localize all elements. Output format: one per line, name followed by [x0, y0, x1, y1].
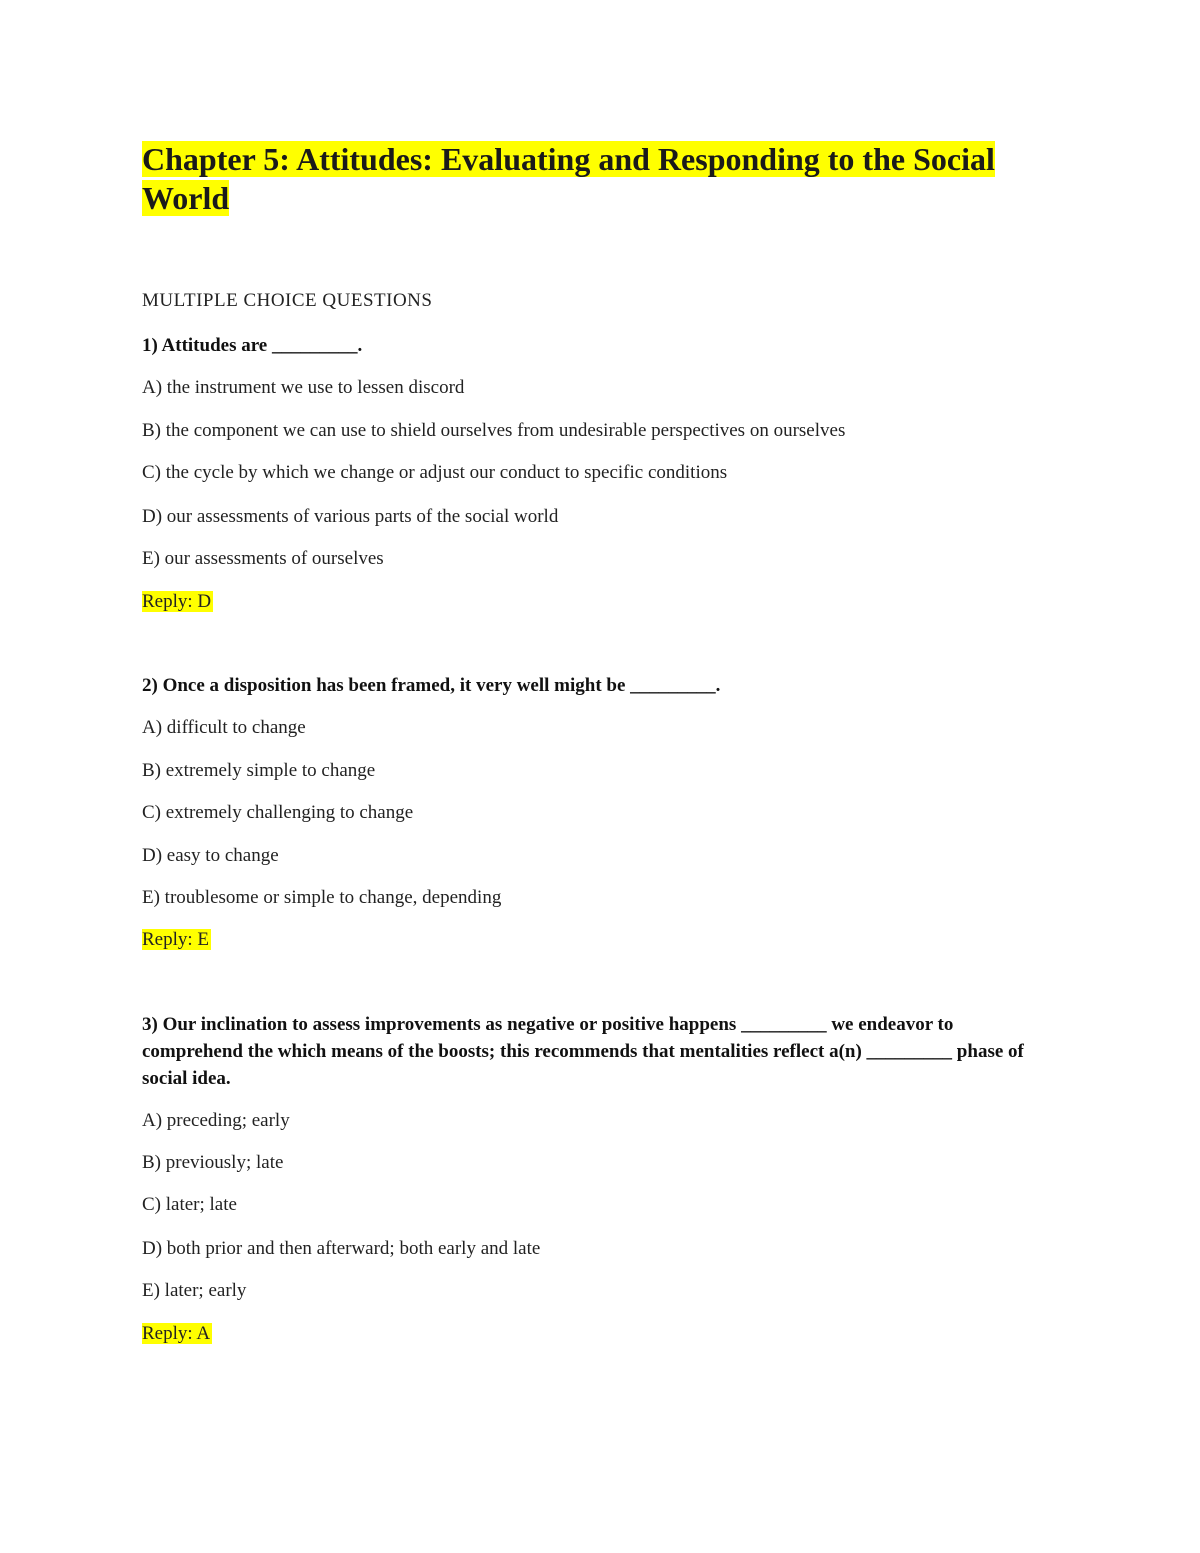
- section-label: MULTIPLE CHOICE QUESTIONS: [142, 290, 433, 311]
- answer-option-c: C) later; late: [142, 1194, 237, 1215]
- answer-option-c: C) the cycle by which we change or adjust our conduct to specific conditions: [142, 462, 728, 483]
- answer-option-d: D) our assessments of various parts of the social world: [142, 506, 559, 527]
- answer-option-e: E) our assessments of ourselves: [142, 548, 384, 569]
- question-3: [142, 1011, 1062, 1371]
- answer-reply-text: Reply: E: [142, 929, 210, 950]
- question-stem: 2) Once a disposition has been framed, it very well might be _________.: [142, 675, 721, 696]
- answer-option-a: A) difficult to change: [142, 717, 306, 738]
- answer-option-e: E) troublesome or simple to change, depending: [142, 887, 502, 908]
- document-page: [142, 0, 1062, 1553]
- chapter-title-text: Chapter 5: Attitudes: Evaluating and Responding to the Social World: [142, 141, 995, 216]
- answer-option-a: A) the instrument we use to lessen discord: [142, 377, 465, 398]
- answer-option-e: E) later; early: [142, 1280, 247, 1301]
- answer-option-b: B) extremely simple to change: [142, 760, 376, 781]
- answer-reply-text: Reply: A: [142, 1323, 211, 1344]
- answer-option-d: D) both prior and then afterward; both early and late: [142, 1238, 541, 1259]
- answer-option-b: B) the component we can use to shield ourselves from undesirable perspectives on ourselves: [142, 420, 846, 441]
- answer-reply: [142, 926, 211, 953]
- answer-reply: [142, 588, 213, 615]
- question-stem: 1) Attitudes are _________.: [142, 335, 363, 356]
- question-stem: 3) Our inclination to assess improvements as negative or positive happens _________ we endeavor to comprehend the which means of the boosts; this recommends that mentalities reflect a(n) _________ phase of social idea.: [142, 1014, 1024, 1089]
- chapter-title: [142, 140, 1042, 218]
- answer-option-c: C) extremely challenging to change: [142, 802, 414, 823]
- answer-reply-text: Reply: D: [142, 591, 212, 612]
- question-1: [142, 332, 1062, 632]
- answer-option-a: A) preceding; early: [142, 1110, 290, 1131]
- answer-option-d: D) easy to change: [142, 845, 279, 866]
- question-2: [142, 672, 1062, 972]
- answer-reply: [142, 1320, 212, 1347]
- answer-option-b: B) previously; late: [142, 1152, 284, 1173]
